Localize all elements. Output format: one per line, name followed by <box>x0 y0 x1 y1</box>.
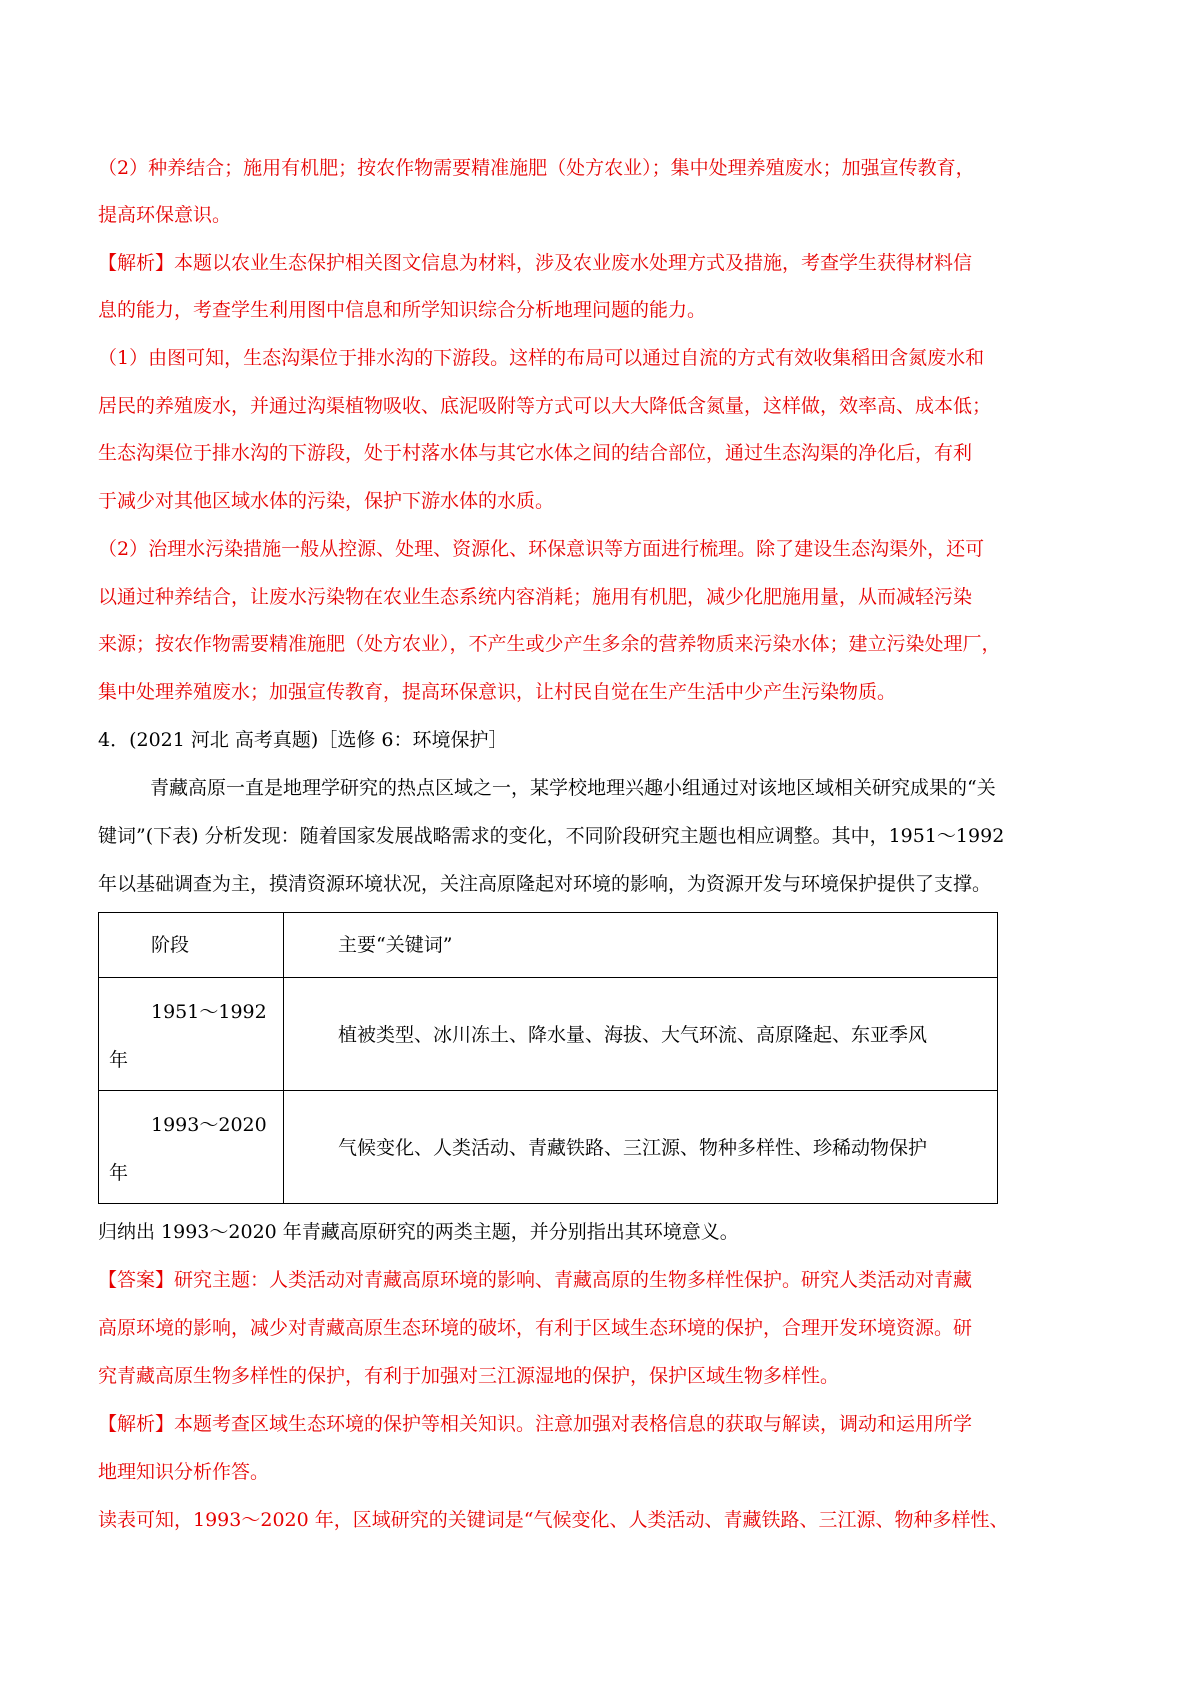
stage-unit: 年 <box>109 1162 129 1184</box>
analysis3-line: 居民的养殖废水，并通过沟渠植物吸收、底泥吸附等方式可以大大降低含氮量，这样做，效率高、成本低； <box>98 395 992 417</box>
keywords-table <box>98 912 998 1204</box>
analysis3-line: 集中处理养殖废水；加强宣传教育，提高环保意识，让村民自觉在生产生活中少产生污染物质。 <box>98 681 897 703</box>
table-keywords-cell <box>284 978 998 1091</box>
answer3-line: （2）种养结合；施用有机肥；按农作物需要精准施肥（处方农业）；集中处理养殖废水；加强宣传教育， <box>98 157 975 179</box>
table-header-cell <box>284 913 998 978</box>
analysis4-line: 地理知识分析作答。 <box>98 1461 270 1483</box>
table-stage-cell <box>99 1091 284 1204</box>
analysis4-line: 【解析】本题考查区域生态环境的保护等相关知识。注意加强对表格信息的获取与解读，调动和运用所学 <box>98 1413 973 1435</box>
answer3-line: 提高环保意识。 <box>98 204 232 226</box>
question4-stem-line: 青藏高原一直是地理学研究的热点区域之一，某学校地理兴趣小组通过对该地区域相关研究成果的“关 <box>150 777 996 799</box>
question4-ask: 归纳出 1993～2020 年青藏高原研究的两类主题，并分别指出其环境意义。 <box>98 1221 739 1243</box>
answer4-line: 高原环境的影响，减少对青藏高原生态环境的破坏，有利于区域生态环境的保护，合理开发环境资源。研 <box>98 1317 973 1339</box>
analysis3-line: （2）治理水污染措施一般从控源、处理、资源化、环保意识等方面进行梳理。除了建设生态沟渠外，还可 <box>98 538 985 560</box>
table-header-cell <box>99 913 284 978</box>
analysis3-line: 于减少对其他区域水体的污染，保护下游水体的水质。 <box>98 490 555 512</box>
table-keywords-cell <box>284 1091 998 1204</box>
analysis3-line: 来源；按农作物需要精准施肥（处方农业），不产生或少产生多余的营养物质来污染水体；建立污染处理厂， <box>98 633 1001 655</box>
stage-range: 1951～1992 <box>151 1001 267 1023</box>
table-row <box>99 1091 998 1204</box>
analysis3-line: （1）由图可知，生态沟渠位于排水沟的下游段。这样的布局可以通过自流的方式有效收集稻田含氮废水和 <box>98 347 985 369</box>
analysis3-line: 生态沟渠位于排水沟的下游段，处于村落水体与其它水体之间的结合部位，通过生态沟渠的净化后，有利 <box>98 442 973 464</box>
answer4-line: 【答案】研究主题：人类活动对青藏高原环境的影响、青藏高原的生物多样性保护。研究人类活动对青藏 <box>98 1269 973 1291</box>
analysis4-line: 读表可知，1993～2020 年，区域研究的关键词是“气候变化、人类活动、青藏铁路、三江源、物种多样性、 <box>98 1509 1009 1531</box>
analysis3-line: 【解析】本题以农业生态保护相关图文信息为材料，涉及农业废水处理方式及措施，考查学生获得材料信 <box>98 252 973 274</box>
stage-unit: 年 <box>109 1049 129 1071</box>
table-row <box>99 978 998 1091</box>
keywords-text: 植被类型、冰川冻土、降水量、海拔、大气环流、高原隆起、东亚季风 <box>338 1024 928 1046</box>
table-header-row <box>99 913 998 978</box>
table-stage-cell <box>99 978 284 1091</box>
question4-stem-line: 年以基础调查为主，摸清资源环境状况，关注高原隆起对环境的影响，为资源开发与环境保护提供了支撑。 <box>98 873 992 895</box>
header-keywords-label: 主要“关键词” <box>338 934 453 956</box>
answer4-line: 究青藏高原生物多样性的保护，有利于加强对三江源湿地的保护，保护区域生物多样性。 <box>98 1365 840 1387</box>
analysis3-line: 以通过种养结合，让废水污染物在农业生态系统内容消耗；施用有机肥，减少化肥施用量，从而减轻污染 <box>98 586 973 608</box>
question4-header: 4．(2021 河北 高考真题)［选修 6：环境保护］ <box>98 729 508 751</box>
keywords-text: 气候变化、人类活动、青藏铁路、三江源、物种多样性、珍稀动物保护 <box>338 1137 928 1159</box>
stage-range: 1993～2020 <box>151 1114 267 1136</box>
question4-stem-line: 键词”(下表) 分析发现：随着国家发展战略需求的变化，不同阶段研究主题也相应调整。其中，1951～1992 <box>98 825 1005 847</box>
analysis3-line: 息的能力，考查学生利用图中信息和所学知识综合分析地理问题的能力。 <box>98 299 707 321</box>
header-stage-label: 阶段 <box>151 934 190 956</box>
